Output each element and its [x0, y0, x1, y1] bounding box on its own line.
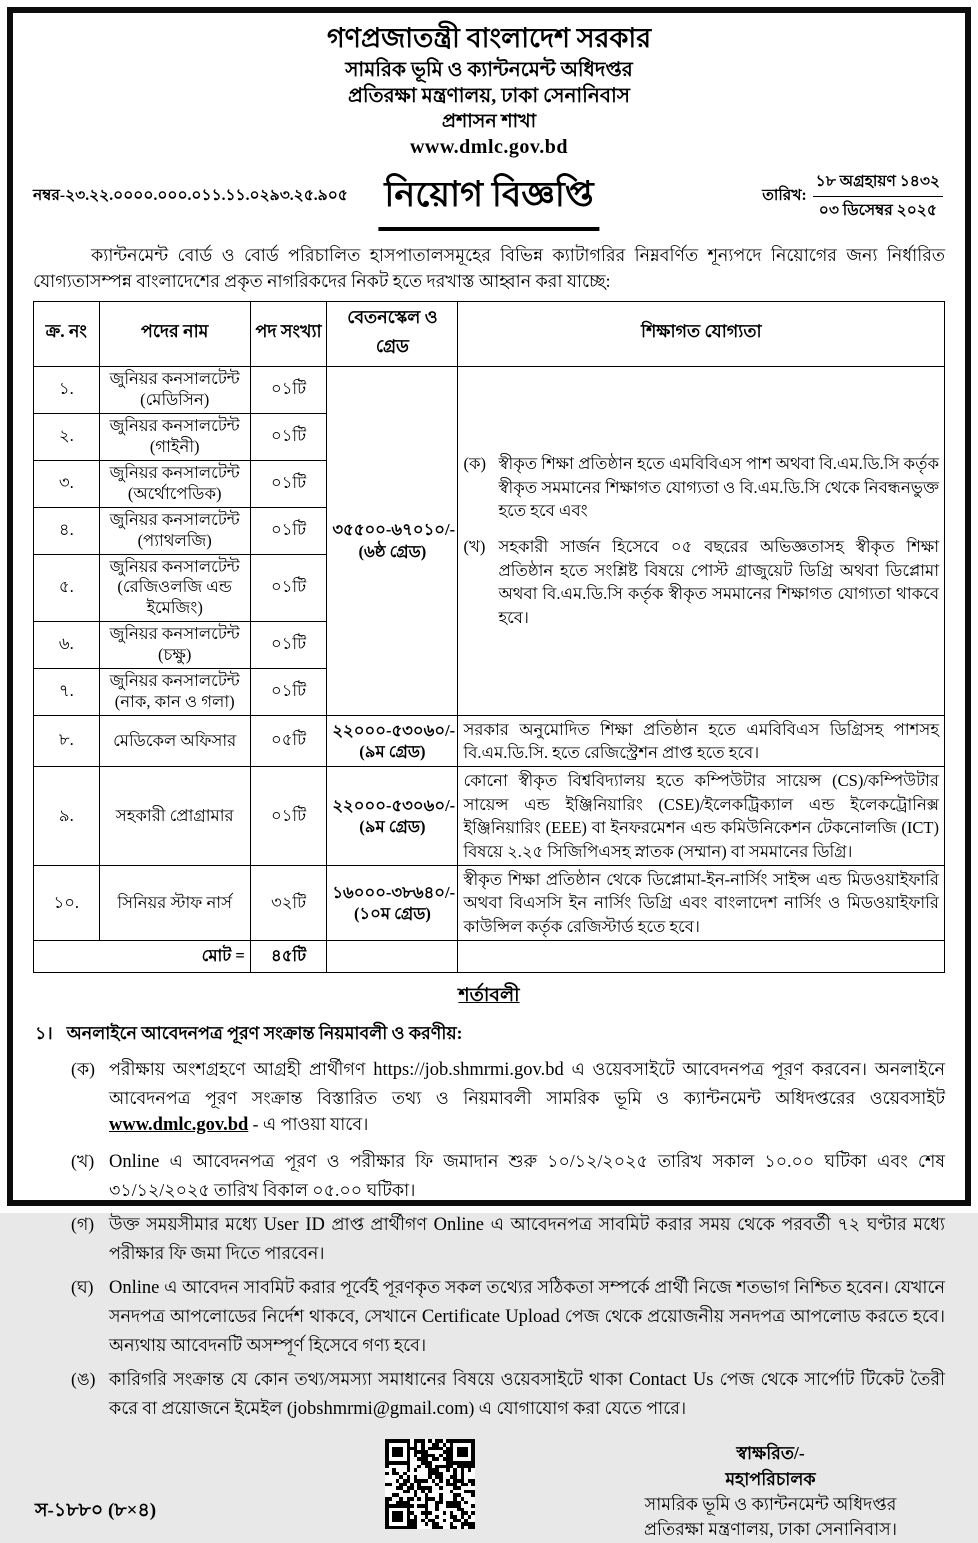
- notice-title: নিয়োগ বিজ্ঞপ্তি: [378, 167, 599, 231]
- sub-item-label: (ঘ): [71, 1277, 94, 1298]
- count-cell: ০৫টি: [250, 715, 327, 767]
- vacancy-table: [33, 301, 945, 974]
- sub-item-label: (ক): [71, 1059, 95, 1080]
- col-header-payscale: বেতনস্কেল ও গ্রেড: [327, 301, 458, 366]
- serial-cell: ১০.: [34, 866, 100, 941]
- contact-us-link[interactable]: Contact Us: [628, 1369, 714, 1390]
- table-row: [34, 866, 945, 941]
- total-label: মোট =: [34, 941, 251, 973]
- condition-sub-item-ga: [71, 1211, 945, 1266]
- signed-label: স্বাক্ষরিত/-: [736, 1443, 805, 1464]
- support-email-link[interactable]: jobshmrmi@gmail.com: [292, 1398, 469, 1419]
- post-cell: জুনিয়র কনসালটেন্ট (প্যাথলজি): [99, 507, 250, 554]
- pay-scale: ১৬০০০-৩৮৬৪০/-: [332, 882, 456, 902]
- text-fragment: Online: [433, 1215, 485, 1236]
- count-cell: ০১টি: [250, 507, 327, 554]
- para-text: স্বীকৃত শিক্ষা প্রতিষ্ঠান হতে এমবিবিএস পাশ অথবা বি.এম.ডি.সি কর্তৃক স্বীকৃত সমমানের শিক্ষাগত যোগ্যতা ও বি.এম.ডি.সি থেকে নিবন্ধনভুক্ত হতে হবে এবং: [498, 454, 939, 520]
- post-cell: জুনিয়র কনসালটেন্ট (অর্থোপেডিক): [99, 460, 250, 507]
- letterhead: [33, 21, 945, 161]
- payscale-cell: [327, 767, 458, 866]
- para-label: (ক): [463, 454, 487, 474]
- post-cell: সহকারী প্রোগ্রামার: [99, 767, 250, 866]
- text-fragment: এ আবেদনপত্র সাবমিট করার সময় থেকে পরবর্তী ৭২ ঘণ্টার মধ্যে পরীক্ষার ফি জমা দিতে পারবেন।: [109, 1214, 945, 1263]
- dmlc-website-link[interactable]: www.dmlc.gov.bd: [109, 1115, 249, 1136]
- count-cell: ৩২টি: [250, 866, 327, 941]
- post-cell: জুনিয়র কনসালটেন্ট (গাইনী): [99, 413, 250, 460]
- pay-scale: ২২০০০-৫৩০৬০/-: [332, 720, 456, 740]
- count-cell: ০১টি: [250, 668, 327, 715]
- text-fragment: ) এ যোগাযোগ করা যেতে পারে।: [468, 1397, 687, 1418]
- empty-cell: [327, 941, 458, 973]
- serial-cell: ৩.: [34, 460, 100, 507]
- qualification-cell: স্বীকৃত শিক্ষা প্রতিষ্ঠান থেকে ডিপ্লোমা-ইন-নার্সিং সাইন্স এন্ড মিডওয়াইফারি অথবা বিএসসি ইন নার্সিং ডিগ্রি এবং বাংলাদেশ নার্সিং ও মিডওয়াইফারি কাউন্সিল কর্তৃক রেজিস্টার্ড হতে হবে।: [458, 866, 945, 941]
- government-title: গণপ্রজাতন্ত্রী বাংলাদেশ সরকার: [326, 23, 652, 53]
- count-cell: ০১টি: [250, 413, 327, 460]
- text-fragment: কারিগরি সংক্রান্ত যে কোন তথ্য/সমস্যা সমাধানের বিষয়ে ওয়েবসাইটে থাকা: [109, 1368, 629, 1389]
- text-fragment: এ আবেদনপত্র পূরণ ও পরীক্ষার ফি জমাদান শুরু ১০/১২/২০২৫ তারিখ সকাল ১০.০০ ঘটিকা এবং শেষ ৩১/১২/২০২৫ তারিখ বিকাল ০৫.০০ ঘটিকা।: [109, 1151, 945, 1200]
- sub-item-text: [109, 1148, 945, 1203]
- serial-cell: ৫.: [34, 554, 100, 621]
- text-fragment: Online: [109, 1278, 160, 1299]
- para-text: সহকারী সার্জন হিসেবে ০৫ বছরের অভিজ্ঞতাসহ স্বীকৃত শিক্ষা প্রতিষ্ঠান হতে সংশ্লিষ্ট বিষয়ে পোস্ট গ্রাজুয়েট ডিগ্রি অথবা ডিপ্লোমা অথবা বি.এম.ডি.সি কর্তৃক স্বীকৃত সমমানের শিক্ষাগত যোগ্যতা থাকবে হবে।: [498, 537, 939, 627]
- condition-item-1: [35, 1021, 945, 1050]
- memo-number: নম্বর-২৩.২২.০০০০.০০০.০১১.১১.০২৯৩.২৫.৯০৫: [33, 186, 348, 204]
- intro-paragraph: ক্যান্টনমেন্ট বোর্ড ও বোর্ড পরিচালিত হাসপাতালসমূহের বিভিন্ন ক্যাটাগরির নিম্নবর্ণিত শূন্যপদে নিয়োগের জন্য নির্ধারিত যোগ্যতাসম্পন্ন বাংলাদেশের প্রকৃত নাগরিকদের নিকট হতে দরখাস্ত আহ্বান করা যাচ্ছে:: [33, 244, 945, 291]
- text-fragment: Certificate Upload: [421, 1306, 560, 1327]
- serial-cell: ৭.: [34, 668, 100, 715]
- count-cell: ০১টি: [250, 621, 327, 668]
- meta-band: [33, 163, 945, 235]
- date-block: [762, 169, 943, 224]
- text-fragment: Online: [109, 1152, 160, 1173]
- payscale-cell-group1: [327, 366, 458, 715]
- print-code: স-১৮৮০ (৮×৪): [35, 1500, 157, 1522]
- text-fragment: উক্ত সময়সীমার মধ্যে: [109, 1214, 264, 1235]
- empty-cell: [458, 941, 945, 973]
- sub-item-label: (গ): [71, 1214, 95, 1235]
- count-cell: ০১টি: [250, 366, 327, 413]
- condition-title: অনলাইনে আবেদনপত্র পূরণ সংক্রান্ত নিয়মাবলী ও করণীয়:: [66, 1023, 463, 1044]
- text-fragment: User ID: [263, 1215, 325, 1236]
- payscale-cell: [327, 715, 458, 767]
- qualification-cell-group1: [458, 366, 945, 715]
- text-fragment: প্রাপ্ত প্রার্থীগণ: [324, 1214, 434, 1235]
- qualification-cell: সরকার অনুমোদিত শিক্ষা প্রতিষ্ঠান হতে এমবিবিএস ডিগ্রিসহ পাশসহ বি.এম.ডি.সি. হতে রেজিস্ট্রেশন প্রাপ্ত হতে হবে।: [458, 715, 945, 767]
- sub-item-text: [109, 1056, 945, 1140]
- post-cell: জুনিয়র কনসালটেন্ট (চক্ষু): [99, 621, 250, 668]
- signatory-designation: মহাপরিচালক: [725, 1468, 816, 1489]
- post-cell: জুনিয়র কনসালটেন্ট (মেডিসিন): [99, 366, 250, 413]
- text-fragment: এ আবেদন সাবমিট করার পূর্বেই পূরণকৃত সকল তথ্যের সঠিকতা সম্পর্কে প্রার্থী নিজে শতভাগ নিশ্চিত হবেন। যেখানে সনদপত্র আপলোডের নির্দেশ থাকবে, সেখানে: [109, 1277, 945, 1326]
- col-header-post: পদের নাম: [99, 301, 250, 366]
- sub-item-text: [109, 1366, 945, 1424]
- date-gregorian: ০৩ ডিসেম্বর ২০২৫: [818, 201, 937, 219]
- payscale-cell: [327, 866, 458, 941]
- conditions-section: [33, 981, 945, 1423]
- footer-band: [33, 1431, 945, 1540]
- page-content: [13, 13, 965, 1540]
- serial-cell: ৮.: [34, 715, 100, 767]
- text-fragment: পরীক্ষায় অংশগ্রহণে আগ্রহী প্রার্থীগণ: [109, 1059, 374, 1080]
- branch-name: প্রশাসন শাখা: [441, 111, 537, 133]
- pay-grade: (৯ম গ্রেড): [359, 817, 426, 837]
- pay-grade: (১০ম গ্রেড): [353, 904, 431, 924]
- conditions-heading: শর্তাবলী: [458, 985, 520, 1007]
- table-row: [34, 767, 945, 866]
- signatory-org-line2: প্রতিরক্ষা মন্ত্রণালয়, ঢাকা সেনানিবাস।: [643, 1519, 897, 1540]
- ministry-name: প্রতিরক্ষা মন্ত্রণালয়, ঢাকা সেনানিবাস: [347, 85, 630, 108]
- condition-sub-item-uma: [71, 1366, 945, 1424]
- date-label: তারিখ:: [762, 187, 807, 205]
- sub-item-text: [109, 1274, 945, 1358]
- qualification-para-a: [463, 452, 939, 522]
- total-row: [34, 941, 945, 973]
- serial-cell: ১.: [34, 366, 100, 413]
- department-name: সামরিক ভূমি ও ক্যান্টনমেন্ট অধিদপ্তর: [345, 58, 633, 81]
- count-cell: ০১টি: [250, 554, 327, 621]
- date-bangla: ১৮ অগ্রহায়ণ ১৪৩২: [813, 169, 943, 197]
- condition-sub-item-ka: [71, 1056, 945, 1140]
- table-row: [34, 715, 945, 767]
- col-header-count: পদ সংখ্যা: [250, 301, 327, 366]
- para-label: (খ): [463, 537, 486, 557]
- pay-scale: ২২০০০-৫৩০৬০/-: [332, 795, 456, 815]
- pay-grade: (৬ষ্ঠ গ্রেড): [358, 541, 427, 561]
- count-cell: ০১টি: [250, 767, 327, 866]
- table-header-row: [34, 301, 945, 366]
- pay-scale: ৩৫৫০০-৬৭০১০/-: [332, 520, 456, 540]
- condition-number: ১।: [35, 1023, 53, 1044]
- text-fragment: - এ পাওয়া যাবে।: [248, 1114, 369, 1135]
- col-header-qualification: শিক্ষাগত যোগ্যতা: [458, 301, 945, 366]
- count-cell: ০১টি: [250, 460, 327, 507]
- post-cell: মেডিকেল অফিসার: [99, 715, 250, 767]
- qualification-para-b: [463, 535, 939, 629]
- table-row: [34, 366, 945, 413]
- sub-item-label: (ঙ): [71, 1368, 96, 1389]
- qualification-cell: কোনো স্বীকৃত বিশ্ববিদ্যালয় হতে কম্পিউটার সায়েন্স (CS)/কম্পিউটার সায়েন্স এন্ড ইঞ্জিনিয়ারিং (CSE)/ইলেকট্রিক্যাল এন্ড ইলেকট্রোনিক্স ইঞ্জিনিয়ারিং (EEE) বা ইনফরমেশন এন্ড কমিউনিকেশন টেকনোলজি (ICT) বিষয়ে ২.২৫ সিজিপিএসহ স্নাতক (সম্মান) বা সমমানের ডিগ্রি।: [458, 767, 945, 866]
- post-cell: জুনিয়র কনসালটেন্ট (নাক, কান ও গলা): [99, 668, 250, 715]
- signature-block: [644, 1441, 897, 1543]
- serial-cell: ২.: [34, 413, 100, 460]
- sub-item-text: [109, 1211, 945, 1266]
- qr-code-icon: [385, 1439, 475, 1529]
- col-header-serial: ক্র. নং: [34, 301, 100, 366]
- sub-item-label: (খ): [71, 1151, 95, 1172]
- date-stack: [813, 169, 943, 224]
- post-cell: জুনিয়র কনসালটেন্ট (রেজিওলজি এন্ড ইমেজিং): [99, 554, 250, 621]
- application-url-link[interactable]: https://job.shmrmi.gov.bd: [373, 1060, 564, 1081]
- serial-cell: ৯.: [34, 767, 100, 866]
- text-fragment: এ ওয়েবসাইটে আবেদনপত্র পূরণ করবেন। অনলাইনে আবেদনপত্র পূরণ সংক্রান্ত বিস্তারিত তথ্য ও নিয়মাবলী সামরিক ভূমি ও ক্যান্টনমেন্ট অধিদপ্তরের ওয়েবসাইট: [109, 1059, 945, 1109]
- post-cell: সিনিয়র স্টাফ নার্স: [99, 866, 250, 941]
- text-fragment: পেজ থেকে প্রয়োজনীয় সনদপত্র আপলোড করতে হবে। অন্যথায় আবেদনটি অসম্পূর্ণ হিসেবে গণ্য হবে।: [109, 1305, 945, 1355]
- signatory-org-line1: সামরিক ভূমি ও ক্যান্টনমেন্ট অধিদপ্তর: [644, 1494, 897, 1515]
- total-value: ৪৫টি: [250, 941, 327, 973]
- pay-grade: (৯ম গ্রেড): [359, 741, 426, 761]
- serial-cell: ৬.: [34, 621, 100, 668]
- website-url[interactable]: www.dmlc.gov.bd: [409, 136, 569, 159]
- text-fragment: পেজ থেকে সার্পোট টিকেট তৈরী করে বা প্রয়োজনে ইমেইল (: [109, 1368, 945, 1418]
- condition-sub-item-gha: [71, 1274, 945, 1358]
- condition-sub-item-kha: [71, 1148, 945, 1203]
- serial-cell: ৪.: [34, 507, 100, 554]
